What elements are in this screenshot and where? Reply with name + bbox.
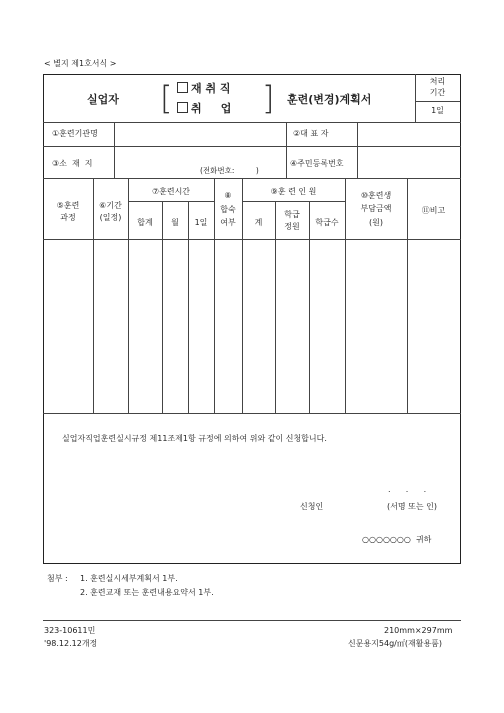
col-period-1: ⑥기간	[99, 201, 122, 210]
org-label: ①훈련기관명	[52, 129, 98, 138]
checkbox-icon[interactable]	[177, 82, 188, 93]
col-hours-total: 합계	[137, 218, 153, 227]
bracket-left: [	[160, 79, 173, 117]
col-boarding-1: ⑧	[224, 191, 232, 200]
col-boarding-2: 합숙	[220, 205, 236, 214]
attachment-1: 1. 훈련실시세부계획서 1부.	[80, 574, 178, 583]
applicant-label: 신청인	[300, 502, 324, 511]
col-course-2: 과정	[60, 213, 76, 222]
frame-top	[43, 74, 461, 75]
col-cost-1: ⑩훈련생	[360, 191, 392, 200]
id-label: ④주민등록번호	[290, 159, 344, 168]
title-suffix: 훈련(변경)계획서	[287, 93, 372, 106]
applicant-field[interactable]	[332, 498, 384, 514]
label-col-divider	[114, 122, 115, 178]
col-hours: ⑦훈련시간	[151, 187, 191, 196]
mid-col-divider	[286, 122, 287, 178]
right-label-divider	[357, 122, 358, 178]
col-capacity-1: 학급	[284, 210, 300, 219]
date-marks: . . .	[388, 485, 427, 494]
addr-label: ③소 재 지	[52, 159, 93, 168]
col-note: ⑪비고	[421, 206, 446, 215]
table-body[interactable]	[44, 240, 460, 412]
col-classes: 학급수	[315, 218, 339, 227]
footer-rule	[43, 620, 461, 621]
col-hours-month: 월	[171, 218, 179, 227]
frame-bottom	[43, 563, 461, 564]
col-period-2: (일정)	[99, 213, 122, 222]
statement: 실업자직업훈련실시규정 제11조제1항 규정에 의하여 위와 같이 신청합니다.	[62, 434, 327, 443]
attach-label: 첨부 :	[47, 574, 68, 583]
frame-right	[460, 74, 461, 563]
table-bottom	[43, 413, 461, 414]
col-capacity-2: 정원	[284, 222, 300, 231]
rep-field[interactable]	[359, 124, 458, 144]
checkbox-icon[interactable]	[177, 102, 188, 113]
phone-label: (전화번호: )	[200, 166, 259, 175]
col-course-1: ⑤훈련	[56, 201, 80, 210]
col-hours-day: 1일	[194, 218, 208, 227]
col-trainees: ⑨훈 련 인 원	[270, 187, 317, 196]
col-trainees-total: 계	[254, 218, 263, 227]
footer-paper: 신문용지54g/㎡(재활용품)	[348, 639, 443, 648]
form-reference: < 별지 제1호서식 >	[44, 59, 117, 68]
option-reemployment[interactable]: 재 취 직	[177, 82, 231, 94]
signature-label: (서명 또는 인)	[387, 502, 437, 511]
footer-revised: '98.12.12개정	[44, 639, 98, 648]
title-prefix: 실업자	[87, 93, 119, 106]
row1-top	[43, 122, 461, 123]
row2-bottom	[43, 178, 461, 179]
id-field[interactable]	[359, 148, 458, 176]
footer-size: 210mm×297mm	[384, 626, 453, 635]
col-cost-3: (원)	[369, 218, 383, 227]
col-cost-2: 부담금액	[360, 204, 392, 213]
hours-subline	[128, 201, 214, 202]
col-boarding-3: 여부	[220, 218, 236, 227]
rep-label: ②대 표 자	[293, 129, 329, 138]
attachment-2: 2. 훈련교재 또는 훈련내용요약서 1부.	[80, 588, 214, 597]
proc-value: 1일	[431, 106, 444, 115]
trainees-subline	[242, 201, 345, 202]
row1-bottom	[43, 146, 461, 147]
bracket-right: ]	[262, 79, 275, 117]
proc-separator	[415, 101, 460, 102]
recipient: ○○○○○○○ 귀하	[362, 535, 432, 544]
proc-label-2: 기간	[429, 88, 446, 97]
proc-label-1: 처리	[429, 77, 446, 86]
org-field[interactable]	[116, 124, 284, 144]
footer-code: 323-10611민	[44, 626, 96, 635]
option-employment[interactable]: 취 업	[177, 102, 231, 114]
